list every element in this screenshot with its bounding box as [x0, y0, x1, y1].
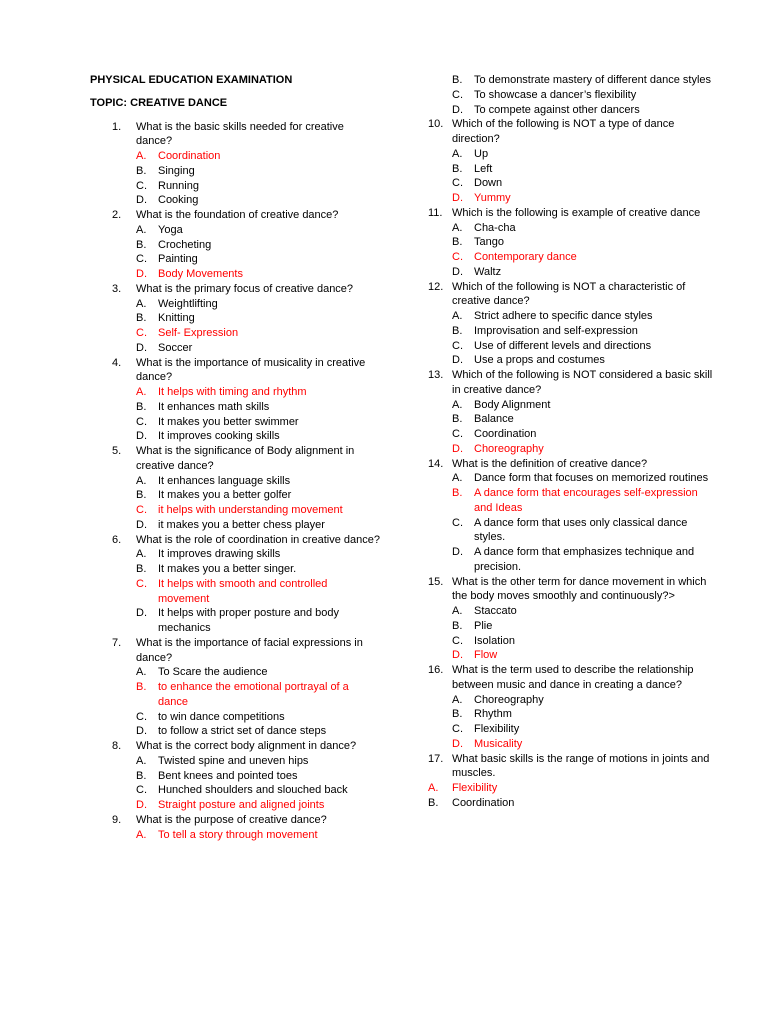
answer-choice [90, 665, 380, 680]
option-text: Balance [474, 413, 514, 426]
answer-option [428, 648, 718, 663]
option-text: It enhances language skills [158, 474, 291, 487]
question-number: 10. [428, 118, 444, 131]
option-text: Waltz [474, 265, 502, 278]
option-text: Left [474, 162, 493, 175]
option-letter: A. [452, 398, 463, 411]
option-letter: A. [452, 605, 463, 617]
question-number: 13. [428, 369, 444, 381]
question-text: 7. What is the importance of facial expressions in dance? [112, 636, 363, 664]
answer-choice [428, 427, 718, 442]
option-letter: B. [136, 238, 147, 251]
answer-choice [428, 147, 718, 162]
option-letter: B. [452, 74, 463, 86]
question-text: 14. What is the definition of creative dance? [428, 457, 648, 470]
option-letter: D. [136, 607, 147, 620]
answer-choice [90, 164, 380, 179]
option-letter: D. [452, 737, 463, 750]
question-text: 17. What basic skills is the range of motions in joints and muscles. [428, 752, 710, 780]
option-text: Choreography [474, 693, 544, 706]
answer-choice [90, 297, 380, 312]
question-number: 2. [112, 209, 122, 221]
option-letter: B. [452, 708, 463, 721]
option-text: Crocheting [158, 238, 212, 251]
option-text: Isolation [474, 634, 515, 647]
option-text: Use a props and costumes [474, 354, 605, 367]
question-text: 9. What is the purpose of creative dance? [112, 813, 327, 826]
option-text: Twisted spine and uneven hips [158, 754, 309, 767]
option-text: Choreography [474, 442, 544, 455]
option-letter: C. [136, 179, 147, 192]
question-number: 4. [112, 356, 122, 369]
option-letter: C. [452, 723, 463, 735]
question-number: 16. [428, 664, 444, 676]
option-text: Painting [158, 253, 198, 266]
option-text: Flexibility [474, 723, 520, 735]
option-letter: A. [452, 472, 463, 485]
answer-option [428, 250, 718, 265]
option-text: Coordination [452, 796, 515, 809]
option-text: Staccato [474, 605, 517, 617]
question-text: 12. Which of the following is NOT a characteristic of creative dance? [428, 280, 686, 308]
question-item [428, 280, 718, 369]
option-text: to win dance competitions [158, 710, 285, 723]
option-text: Dance form that focuses on memorized routines [474, 472, 709, 485]
answer-choice [90, 179, 380, 194]
answer-option [428, 191, 718, 206]
option-letter: D. [136, 430, 147, 443]
option-text: Rhythm [474, 708, 512, 721]
option-letter: C. [452, 634, 463, 647]
option-text: A dance form that uses only classical dance styles. [474, 516, 688, 544]
answer-choice [90, 193, 380, 208]
option-letter: B. [136, 681, 147, 693]
answer-choice [428, 545, 718, 575]
option-letter: B. [136, 164, 147, 177]
option-letter: C. [136, 253, 147, 266]
answer-choice [428, 796, 718, 811]
answer-choice [428, 221, 718, 236]
answer-choice [428, 353, 718, 368]
answer-option [90, 326, 380, 341]
option-text: Use of different levels and directions [474, 339, 652, 352]
question-number: 15. [428, 575, 444, 588]
option-letter: C. [452, 516, 463, 529]
option-letter: D. [452, 354, 463, 367]
exam-title: PHYSICAL EDUCATION EXAMINATION [90, 74, 293, 86]
question-number: 11. [428, 206, 443, 219]
answer-choice [428, 398, 718, 413]
answer-choice [428, 309, 718, 324]
question-item [428, 752, 718, 811]
option-letter: B. [136, 489, 147, 502]
option-text: Strict adhere to specific dance styles [474, 310, 653, 322]
answer-choice [428, 73, 718, 88]
option-letter: C. [136, 784, 147, 797]
answer-choice [428, 339, 718, 354]
option-letter: C. [452, 339, 463, 352]
option-text: Cha-cha [474, 221, 516, 234]
answer-choice [90, 724, 380, 739]
option-letter: C. [136, 710, 147, 723]
option-letter: A. [452, 693, 463, 706]
question-text: 1. What is the basic skills needed for creative dance? [112, 120, 344, 148]
option-text: It improves drawing skills [158, 548, 281, 561]
answer-option [428, 486, 718, 516]
option-letter: D. [136, 725, 147, 738]
option-text: to enhance the emotional portrayal of a dance [158, 681, 349, 708]
answer-choice [90, 238, 380, 253]
option-text: Contemporary dance [474, 251, 577, 263]
option-letter: A. [136, 548, 147, 561]
answer-option [90, 798, 380, 813]
answer-choice [90, 710, 380, 725]
option-letter: C. [452, 177, 463, 190]
option-text: Musicality [474, 737, 523, 750]
question-text: 13. Which of the following is NOT considered a basic skill in creative dance? [428, 369, 713, 396]
answer-choice [428, 471, 718, 486]
answer-choice [90, 341, 380, 356]
answer-option [90, 680, 380, 710]
answer-choice [428, 693, 718, 708]
option-text: To demonstrate mastery of different dance styles [474, 74, 712, 86]
question-number: 5. [112, 445, 122, 457]
question-text: 11. Which is the following is example of creative dance [428, 206, 701, 219]
option-letter: A. [136, 150, 147, 162]
option-text: Running [158, 179, 199, 192]
option-text: Up [474, 147, 489, 160]
option-letter: D. [136, 194, 147, 207]
option-text: To Scare the audience [158, 666, 268, 679]
option-letter: D. [452, 546, 463, 558]
option-letter: A. [136, 474, 147, 487]
answer-choice [90, 488, 380, 503]
option-letter: A. [136, 386, 147, 398]
option-text: it makes you a better chess player [158, 518, 325, 531]
answer-choice [428, 604, 718, 619]
option-letter: D. [452, 442, 463, 455]
option-text: Tango [474, 236, 504, 249]
option-letter: C. [452, 251, 463, 263]
question-text: 5. What is the significance of Body alignment in creative dance? [112, 445, 355, 472]
answer-option [428, 442, 718, 457]
option-text: To tell a story through movement [158, 828, 318, 841]
option-text: It makes you better swimmer [158, 415, 299, 428]
answer-option [90, 149, 380, 164]
answer-choice [428, 162, 718, 177]
question-text: 2. What is the foundation of creative dance? [112, 209, 339, 221]
option-letter: B. [452, 324, 463, 337]
left-column [90, 73, 380, 842]
answer-option [90, 385, 380, 400]
option-letter: B. [452, 619, 463, 632]
option-text: It makes you a better golfer [158, 489, 292, 502]
option-letter: A. [452, 310, 463, 322]
question-number: 17. [428, 752, 444, 765]
answer-choice [428, 324, 718, 339]
answer-option [90, 267, 380, 282]
option-letter: D. [452, 103, 463, 116]
option-text: It helps with timing and rhythm [158, 386, 307, 398]
option-text: Down [474, 177, 503, 190]
option-text: Plie [474, 619, 493, 632]
option-letter: C. [452, 88, 463, 101]
option-text: It enhances math skills [158, 400, 270, 413]
answer-choice [428, 103, 718, 118]
answer-option [90, 577, 380, 607]
option-text: Flow [474, 649, 498, 662]
option-text: A dance form that encourages self-expression and Ideas [474, 487, 698, 514]
answer-choice [90, 474, 380, 489]
question-text: 15. What is the other term for dance movement in which the body moves smoothly and continuously?> [428, 575, 707, 603]
option-text: Body Movements [158, 268, 243, 280]
answer-choice [428, 722, 718, 737]
option-letter: B. [452, 413, 463, 426]
answer-choice [428, 619, 718, 634]
option-letter: C. [136, 504, 147, 516]
answer-option [428, 781, 718, 796]
answer-choice [90, 311, 380, 326]
question-number: 6. [112, 533, 122, 546]
answer-choice [90, 223, 380, 238]
answer-choice [428, 516, 718, 546]
question-number: 14. [428, 457, 444, 470]
option-letter: D. [136, 518, 147, 531]
question-item [428, 663, 718, 752]
option-text: it helps with understanding movement [158, 504, 343, 516]
option-text: Cooking [158, 194, 199, 207]
question-text: 4. What is the importance of musicality in creative dance? [112, 356, 366, 384]
option-text: A dance form that emphasizes technique and precision. [474, 546, 695, 573]
option-letter: B. [136, 312, 147, 325]
question-item [90, 813, 380, 843]
question-text: 6. What is the role of coordination in creative dance? [112, 533, 380, 546]
option-text: It improves cooking skills [158, 430, 280, 443]
answer-choice [428, 634, 718, 649]
option-letter: B. [136, 563, 147, 575]
option-letter: D. [136, 341, 147, 354]
option-text: Flexibility [452, 782, 498, 794]
answer-choice [90, 400, 380, 415]
question-number: 12. [428, 280, 444, 293]
option-text: Improvisation and self-expression [474, 324, 638, 337]
answer-option [428, 737, 718, 752]
question-number: 8. [112, 740, 122, 752]
question-item [90, 739, 380, 813]
option-letter: D. [452, 265, 463, 278]
option-text: To compete against other dancers [474, 103, 640, 116]
answer-choice [428, 412, 718, 427]
option-text: Self- Expression [158, 327, 239, 339]
question-item [90, 636, 380, 739]
answer-choice [428, 265, 718, 280]
option-letter: B. [452, 487, 463, 499]
option-text: It helps with smooth and controlled movement [158, 577, 328, 605]
question-number: 9. [112, 813, 122, 826]
option-text: It makes you a better singer. [158, 563, 297, 575]
question-number: 1. [112, 120, 122, 133]
option-letter: D. [452, 649, 463, 662]
option-letter: C. [136, 577, 147, 590]
option-letter: A. [428, 782, 439, 794]
question-number: 3. [112, 282, 122, 295]
option-text: Straight posture and aligned joints [158, 799, 325, 811]
answer-choice [90, 252, 380, 267]
option-text: To showcase a dancer’s flexibility [474, 88, 637, 101]
option-text: Knitting [158, 312, 195, 325]
answer-choice [90, 429, 380, 444]
question-item [428, 117, 718, 206]
question-text: 3. What is the primary focus of creative dance? [112, 282, 354, 295]
option-letter: C. [136, 415, 147, 428]
question-item [90, 120, 380, 209]
option-letter: A. [136, 297, 147, 310]
answer-choice [90, 547, 380, 562]
option-text: Singing [158, 164, 195, 177]
option-letter: D. [452, 192, 463, 204]
option-text: Hunched shoulders and slouched back [158, 784, 348, 797]
option-text: Yoga [158, 223, 183, 236]
question-text: 16. What is the term used to describe the relationship between music and dance in creating a dance? [428, 664, 694, 691]
answer-choice [90, 415, 380, 430]
answer-choice [428, 88, 718, 103]
option-letter: A. [452, 221, 463, 234]
answer-choice [90, 606, 380, 636]
question-number: 7. [112, 636, 122, 649]
option-letter: C. [452, 428, 463, 440]
option-letter: D. [136, 268, 147, 280]
option-letter: A. [136, 828, 147, 841]
question-item [428, 368, 718, 457]
exam-topic: TOPIC: CREATIVE DANCE [90, 97, 228, 110]
answer-choice [428, 707, 718, 722]
question-item [428, 206, 718, 280]
answer-choice [428, 235, 718, 250]
option-text: Coordination [158, 150, 221, 162]
answer-option [90, 503, 380, 518]
question-item [428, 457, 718, 575]
question-item [90, 533, 380, 636]
question-text: 8. What is the correct body alignment in dance? [112, 740, 357, 752]
answer-choice [90, 754, 380, 769]
option-letter: B. [428, 796, 439, 809]
option-letter: A. [136, 666, 147, 679]
option-text: Coordination [474, 428, 537, 440]
option-letter: B. [452, 236, 463, 249]
answer-option [90, 828, 380, 843]
question-item [90, 356, 380, 445]
option-letter: A. [452, 147, 463, 160]
option-letter: B. [452, 162, 463, 175]
answer-choice [90, 562, 380, 577]
question-item [428, 575, 718, 664]
option-text: Soccer [158, 341, 193, 354]
question-item [90, 208, 380, 282]
option-letter: A. [136, 754, 147, 767]
answer-choice [90, 769, 380, 784]
option-letter: A. [136, 223, 147, 236]
option-text: to follow a strict set of dance steps [158, 725, 327, 738]
right-column [428, 73, 718, 811]
question-text: 10. Which of the following is NOT a type of dance direction? [428, 118, 675, 145]
answer-choice [90, 783, 380, 798]
answer-choice [90, 518, 380, 533]
option-text: It helps with proper posture and body mechanics [158, 607, 340, 634]
option-text: Bent knees and pointed toes [158, 769, 298, 782]
option-text: Body Alignment [474, 398, 551, 411]
option-letter: C. [136, 327, 147, 339]
option-letter: B. [136, 769, 147, 782]
question-item [90, 444, 380, 533]
answer-choice [428, 176, 718, 191]
option-text: Weightlifting [158, 297, 218, 310]
option-text: Yummy [474, 192, 511, 204]
option-letter: D. [136, 799, 147, 811]
option-letter: B. [136, 400, 147, 413]
question-item [90, 282, 380, 356]
